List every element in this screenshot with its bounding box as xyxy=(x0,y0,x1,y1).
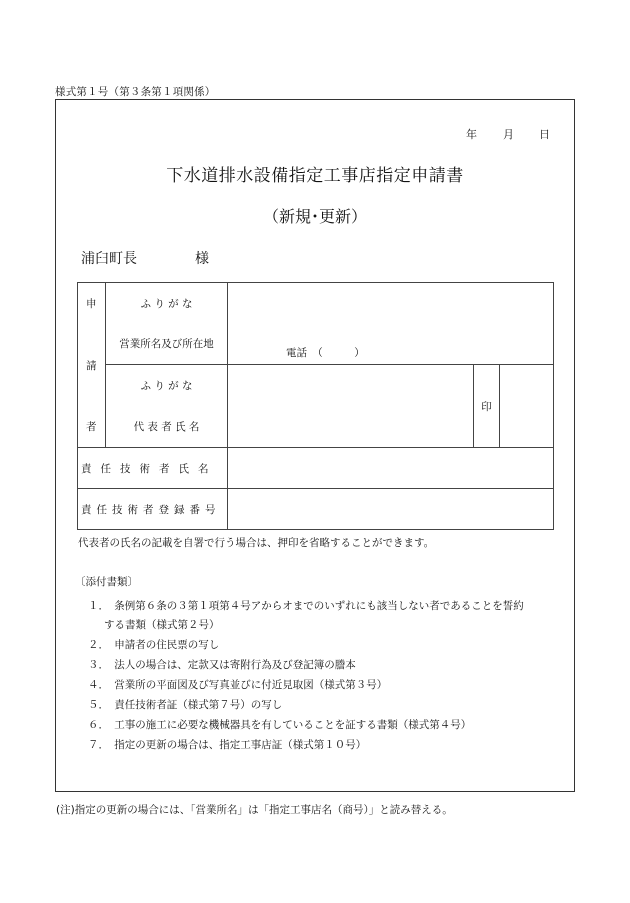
furigana-label-2: ふ り が な xyxy=(106,365,228,407)
date-day-label: 日 xyxy=(539,128,550,141)
attachment-item-5: ５． 責任技術者証（様式第７号）の写し xyxy=(88,699,283,711)
footer-note: (注)指定の更新の場合には、「営業所名」は「指定工事店名（商号）」と読み替える。 xyxy=(56,804,453,816)
phone-label: 電話 （ ） xyxy=(286,347,365,359)
office-field[interactable] xyxy=(228,283,554,365)
applicant-char-3: 者 xyxy=(86,421,97,433)
form-number-label: 様式第１号（第３条第１項関係） xyxy=(55,86,216,98)
engineer-registration-field[interactable] xyxy=(228,489,554,530)
applicant-char-1: 申 xyxy=(86,298,97,310)
honorific: 様 xyxy=(195,251,209,267)
document-subtitle: （新規･更新） xyxy=(262,207,367,226)
addressee: 浦臼町長 xyxy=(81,251,137,267)
seal-note: 代表者の氏名の記載を自署で行う場合は、押印を省略することができます。 xyxy=(78,537,435,549)
representative-name-label: 代 表 者 氏 名 xyxy=(106,407,228,448)
engineer-name-field[interactable] xyxy=(228,448,554,489)
attachment-item-3: ３． 法人の場合は、定款又は寄附行為及び登記簿の謄本 xyxy=(88,659,356,671)
attachment-item-1: １． 条例第６条の３第１項第４号アからオまでのいずれにも該当しない者であることを誓約 xyxy=(88,600,524,612)
date-month-label: 月 xyxy=(503,128,514,141)
application-table xyxy=(77,282,554,530)
seal-label: 印 xyxy=(474,365,500,448)
attachments-heading: 〔添付書類〕 xyxy=(75,576,138,588)
attachment-item-1-cont: する書類（様式第２号） xyxy=(104,619,220,631)
office-name-label: 営業所名及び所在地 xyxy=(106,324,228,365)
attachment-item-6: ６． 工事の施工に必要な機械器具を有していることを証する書類（様式第４号） xyxy=(88,719,472,731)
seal-space xyxy=(500,365,554,448)
attachment-item-7: ７． 指定の更新の場合は、指定工事店証（様式第１０号） xyxy=(88,739,367,751)
engineer-registration-label: 責任技術者登録番号 xyxy=(78,489,228,530)
applicant-label-cell xyxy=(78,283,106,448)
document-title: 下水道排水設備指定工事店指定申請書 xyxy=(166,166,464,186)
engineer-name-label: 責任技術者氏名 xyxy=(78,448,228,489)
attachment-item-2: ２． 申請者の住民票の写し xyxy=(88,639,220,651)
representative-name-field[interactable] xyxy=(228,365,474,448)
date-year-label: 年 xyxy=(466,128,477,141)
applicant-char-2: 請 xyxy=(86,360,97,372)
attachment-item-4: ４． 営業所の平面図及び写真並びに付近見取図（様式第３号） xyxy=(88,679,388,691)
furigana-label: ふ り が な xyxy=(106,283,228,324)
